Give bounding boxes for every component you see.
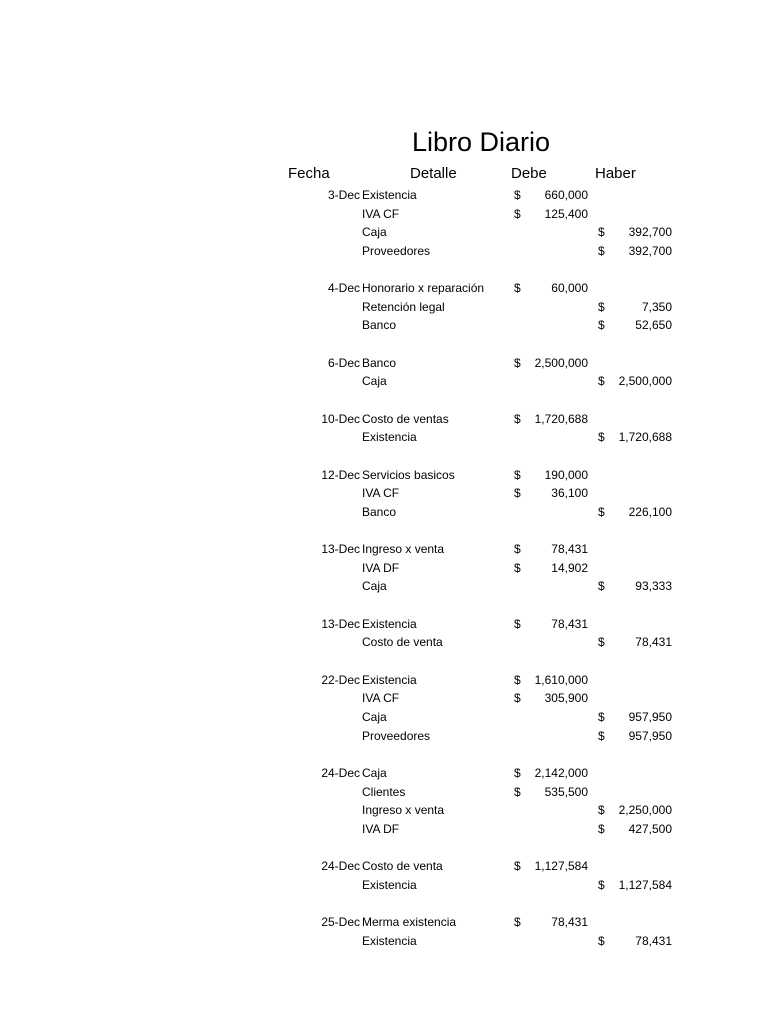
journal-row bbox=[0, 764, 768, 783]
debe-amount: 190,000 bbox=[544, 467, 588, 482]
account-name: Caja bbox=[362, 579, 387, 594]
debe-amount: 1,720,688 bbox=[534, 411, 588, 426]
account-name: Proveedores bbox=[362, 243, 431, 258]
account-name: Caja bbox=[362, 709, 387, 724]
account-name: Caja bbox=[362, 374, 387, 389]
journal-row bbox=[0, 820, 768, 839]
account-name: Retención legal bbox=[362, 299, 445, 314]
journal-entries bbox=[0, 186, 768, 950]
entry-spacer bbox=[0, 652, 768, 671]
account-name: Ingreso x venta bbox=[362, 803, 445, 818]
debe-amount: 36,100 bbox=[551, 486, 588, 501]
haber-currency: $ bbox=[598, 709, 605, 724]
entry-date: 24-Dec bbox=[321, 765, 360, 780]
journal-row bbox=[0, 186, 768, 205]
debe-currency: $ bbox=[514, 355, 521, 370]
account-name: Proveedores bbox=[362, 728, 431, 743]
debe-currency: $ bbox=[514, 206, 521, 221]
account-name: IVA DF bbox=[362, 821, 400, 836]
debe-amount: 78,431 bbox=[551, 914, 588, 929]
haber-amount: 2,250,000 bbox=[618, 803, 672, 818]
journal-row bbox=[0, 428, 768, 447]
debe-currency: $ bbox=[514, 672, 521, 687]
debe-currency: $ bbox=[514, 765, 521, 780]
account-name: IVA DF bbox=[362, 560, 400, 575]
haber-amount: 226,100 bbox=[628, 504, 672, 519]
journal-row bbox=[0, 205, 768, 224]
debe-currency: $ bbox=[514, 691, 521, 706]
account-name: Honorario x reparación bbox=[362, 281, 485, 296]
haber-currency: $ bbox=[598, 504, 605, 519]
journal-row bbox=[0, 279, 768, 298]
journal-row bbox=[0, 671, 768, 690]
haber-currency: $ bbox=[598, 877, 605, 892]
debe-amount: 660,000 bbox=[544, 188, 588, 202]
debe-amount: 535,500 bbox=[544, 784, 588, 799]
journal-row bbox=[0, 689, 768, 708]
debe-currency: $ bbox=[514, 467, 521, 482]
entry-spacer bbox=[0, 894, 768, 913]
haber-amount: 52,650 bbox=[635, 318, 672, 333]
account-name: Caja bbox=[362, 765, 387, 780]
account-name: Ingreso x venta bbox=[362, 542, 445, 557]
account-name: IVA CF bbox=[362, 206, 400, 221]
debe-amount: 1,610,000 bbox=[534, 672, 588, 687]
haber-amount: 78,431 bbox=[635, 635, 672, 650]
account-name: Banco bbox=[362, 504, 397, 519]
journal-row bbox=[0, 372, 768, 391]
journal-row bbox=[0, 242, 768, 261]
entry-date: 6-Dec bbox=[327, 355, 360, 370]
page-title: Libro Diario bbox=[411, 127, 551, 157]
haber-currency: $ bbox=[598, 243, 605, 258]
haber-amount: 1,127,584 bbox=[618, 877, 672, 892]
entry-date: 4-Dec bbox=[327, 281, 360, 296]
entry-spacer bbox=[0, 745, 768, 764]
haber-currency: $ bbox=[598, 225, 605, 240]
journal-row bbox=[0, 577, 768, 596]
journal-row bbox=[0, 913, 768, 932]
haber-currency: $ bbox=[598, 803, 605, 818]
debe-amount: 14,902 bbox=[551, 560, 588, 575]
debe-amount: 2,142,000 bbox=[534, 765, 588, 780]
haber-amount: 2,500,000 bbox=[618, 374, 672, 389]
debe-currency: $ bbox=[514, 859, 521, 874]
journal-row bbox=[0, 503, 768, 522]
journal-row bbox=[0, 410, 768, 429]
debe-currency: $ bbox=[514, 411, 521, 426]
account-name: Existencia bbox=[362, 877, 417, 892]
journal-row bbox=[0, 316, 768, 335]
haber-currency: $ bbox=[598, 728, 605, 743]
haber-amount: 1,720,688 bbox=[618, 430, 672, 445]
account-name: Costo de ventas bbox=[362, 411, 449, 426]
entry-spacer bbox=[0, 838, 768, 857]
header-fecha: Fecha bbox=[288, 165, 330, 182]
account-name: IVA CF bbox=[362, 486, 400, 501]
haber-amount: 392,700 bbox=[628, 225, 672, 240]
entry-date: 12-Dec bbox=[321, 467, 360, 482]
debe-currency: $ bbox=[514, 784, 521, 799]
journal-row bbox=[0, 783, 768, 802]
journal-row bbox=[0, 727, 768, 746]
journal-row bbox=[0, 298, 768, 317]
haber-amount: 93,333 bbox=[635, 579, 672, 594]
journal-row bbox=[0, 484, 768, 503]
debe-amount: 305,900 bbox=[544, 691, 588, 706]
journal-row bbox=[0, 559, 768, 578]
haber-currency: $ bbox=[598, 430, 605, 445]
debe-currency: $ bbox=[514, 616, 521, 631]
journal-row bbox=[0, 857, 768, 876]
account-name: Costo de venta bbox=[362, 859, 443, 874]
journal-row bbox=[0, 615, 768, 634]
account-name: Existencia bbox=[362, 616, 417, 631]
journal-row bbox=[0, 876, 768, 895]
account-name: Existencia bbox=[362, 672, 417, 687]
haber-amount: 392,700 bbox=[628, 243, 672, 258]
haber-currency: $ bbox=[598, 635, 605, 650]
account-name: Caja bbox=[362, 225, 387, 240]
account-name: IVA CF bbox=[362, 691, 400, 706]
journal-row bbox=[0, 354, 768, 373]
haber-currency: $ bbox=[598, 318, 605, 333]
entry-date: 3-Dec bbox=[327, 188, 360, 202]
journal-row bbox=[0, 223, 768, 242]
debe-amount: 2,500,000 bbox=[534, 355, 588, 370]
haber-amount: 7,350 bbox=[641, 299, 672, 314]
entry-date: 24-Dec bbox=[321, 859, 360, 874]
entry-spacer bbox=[0, 522, 768, 541]
haber-currency: $ bbox=[598, 374, 605, 389]
entry-date: 10-Dec bbox=[321, 411, 360, 426]
haber-currency: $ bbox=[598, 933, 605, 948]
account-name: Existencia bbox=[362, 933, 417, 948]
header-detalle: Detalle bbox=[410, 165, 457, 182]
debe-amount: 78,431 bbox=[551, 616, 588, 631]
entry-date: 13-Dec bbox=[321, 542, 360, 557]
haber-amount: 427,500 bbox=[628, 821, 672, 836]
header-debe: Debe bbox=[511, 165, 547, 182]
debe-amount: 1,127,584 bbox=[534, 859, 588, 874]
journal-row bbox=[0, 466, 768, 485]
entry-spacer bbox=[0, 261, 768, 280]
haber-amount: 78,431 bbox=[635, 933, 672, 948]
entry-spacer bbox=[0, 596, 768, 615]
account-name: Costo de venta bbox=[362, 635, 443, 650]
debe-currency: $ bbox=[514, 188, 521, 202]
header-haber: Haber bbox=[595, 165, 636, 182]
haber-currency: $ bbox=[598, 579, 605, 594]
entry-spacer bbox=[0, 335, 768, 354]
journal-row bbox=[0, 540, 768, 559]
haber-currency: $ bbox=[598, 821, 605, 836]
account-name: Servicios basicos bbox=[362, 467, 455, 482]
haber-amount: 957,950 bbox=[628, 709, 672, 724]
journal-row bbox=[0, 932, 768, 951]
debe-currency: $ bbox=[514, 281, 521, 296]
debe-currency: $ bbox=[514, 486, 521, 501]
entry-spacer bbox=[0, 391, 768, 410]
journal-row bbox=[0, 633, 768, 652]
haber-currency: $ bbox=[598, 299, 605, 314]
journal-row bbox=[0, 708, 768, 727]
account-name: Existencia bbox=[362, 430, 417, 445]
account-name: Merma existencia bbox=[362, 914, 457, 929]
debe-currency: $ bbox=[514, 560, 521, 575]
debe-currency: $ bbox=[514, 542, 521, 557]
debe-amount: 125,400 bbox=[544, 206, 588, 221]
entry-date: 22-Dec bbox=[321, 672, 360, 687]
journal-row bbox=[0, 801, 768, 820]
account-name: Clientes bbox=[362, 784, 406, 799]
entry-spacer bbox=[0, 447, 768, 466]
debe-currency: $ bbox=[514, 914, 521, 929]
haber-amount: 957,950 bbox=[628, 728, 672, 743]
debe-amount: 60,000 bbox=[551, 281, 588, 296]
account-name: Banco bbox=[362, 318, 397, 333]
entry-date: 25-Dec bbox=[321, 914, 360, 929]
entry-date: 13-Dec bbox=[321, 616, 360, 631]
account-name: Existencia bbox=[362, 188, 417, 202]
debe-amount: 78,431 bbox=[551, 542, 588, 557]
account-name: Banco bbox=[362, 355, 397, 370]
